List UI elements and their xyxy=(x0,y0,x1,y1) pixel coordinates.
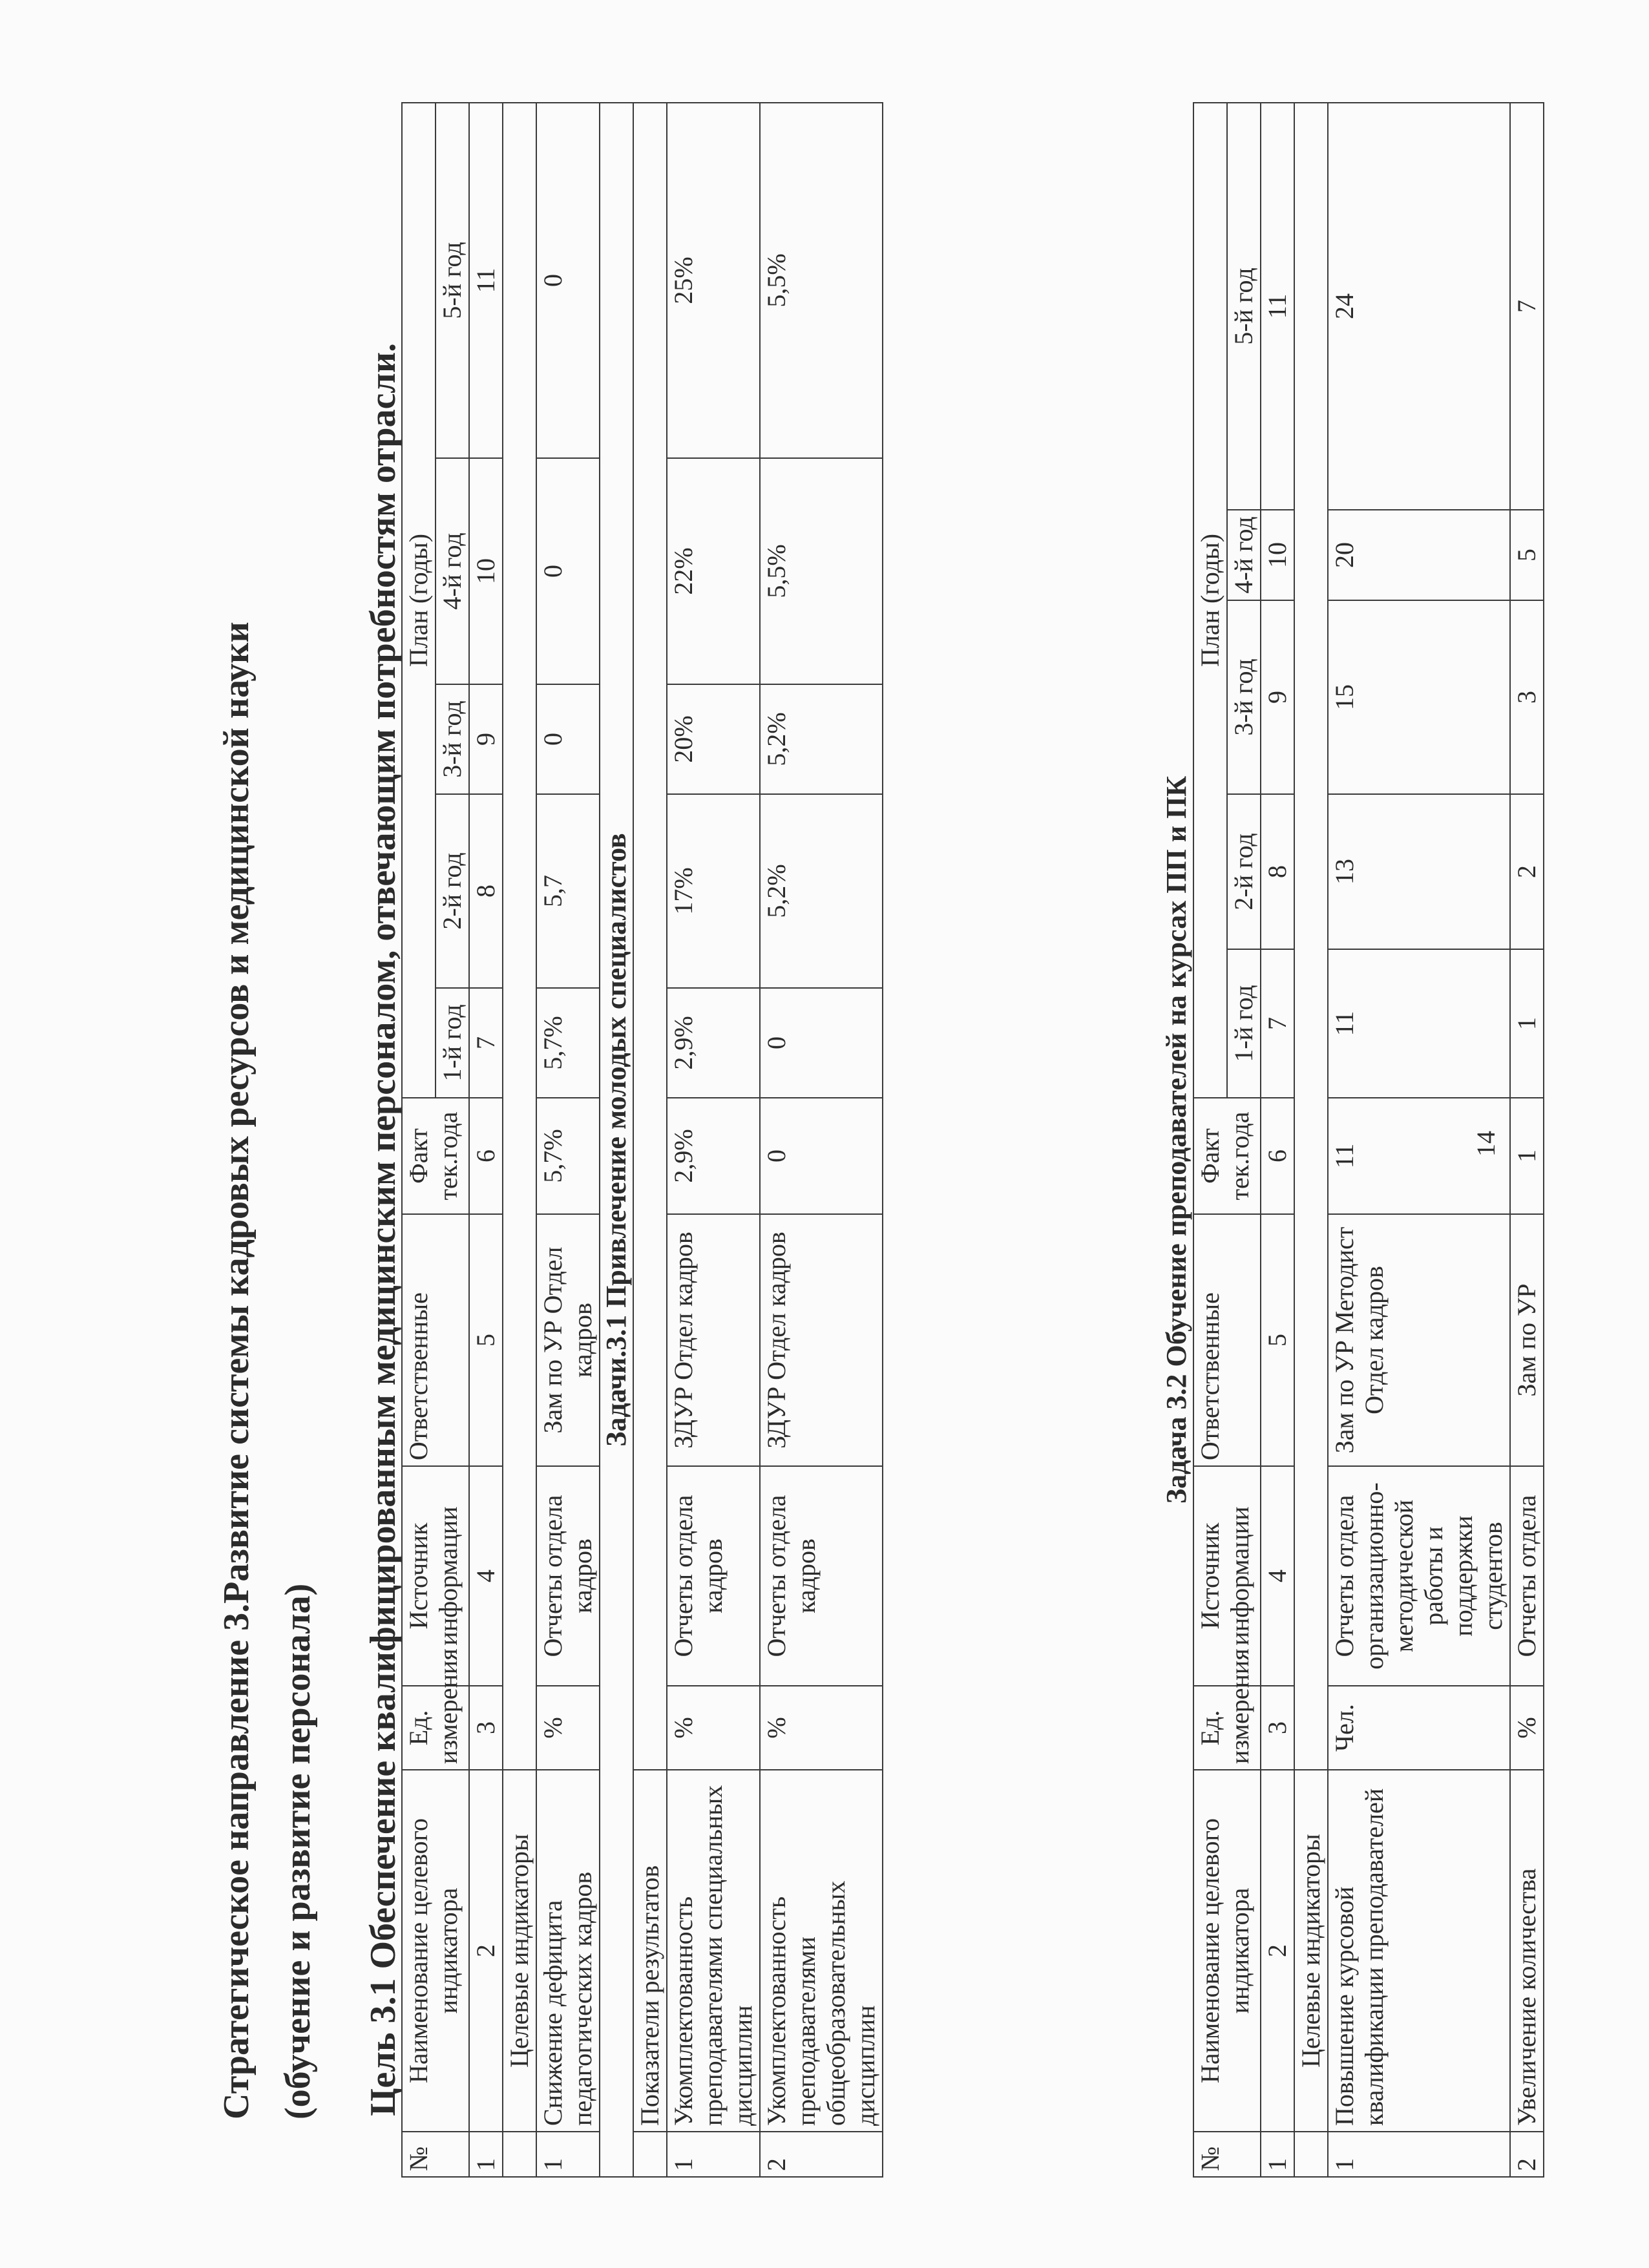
colnum: 9 xyxy=(1261,600,1294,794)
row-y5: 24 xyxy=(1328,103,1510,510)
section-row xyxy=(1294,103,1328,2177)
header-name: Наименование целевого индикатора xyxy=(1193,1770,1261,2132)
row-fact: 0 xyxy=(760,1098,883,1214)
row-name: Снижение дефицита педагогических кадров xyxy=(536,1770,600,2132)
header-year4: 4-й год xyxy=(1227,510,1261,600)
header-year3: 3-й год xyxy=(436,684,469,794)
row-y5: 5,5% xyxy=(760,103,883,458)
colnum: 11 xyxy=(469,103,503,458)
row-y2: 5,7 xyxy=(536,794,600,988)
row-y2: 2 xyxy=(1510,794,1544,949)
row-unit: % xyxy=(1510,1686,1544,1770)
row-name: Укомплектованность преподавателями специальных дисциплин xyxy=(667,1770,760,2132)
row-y3: 5,2% xyxy=(760,684,883,794)
section-targets: Целевые индикаторы xyxy=(1294,1770,1328,2132)
row-responsible: Зам по УР Методист Отдел кадров xyxy=(1328,1214,1510,1466)
colnum: 9 xyxy=(469,684,503,794)
header-unit: Ед. измерения xyxy=(1193,1686,1261,1770)
header-year1: 1-й год xyxy=(436,988,469,1098)
colnum: 10 xyxy=(1261,510,1294,600)
colnum: 3 xyxy=(469,1686,503,1770)
table-row xyxy=(760,103,883,2177)
task-32-heading: Задача 3.2 Обучение преподавателей на курсах ПП и ПК xyxy=(1161,103,1193,2177)
row-y3: 0 xyxy=(536,684,600,794)
header-responsible: Ответственные xyxy=(402,1214,469,1466)
row-num: 1 xyxy=(536,2132,600,2177)
colnum: 4 xyxy=(469,1466,503,1686)
row-y4: 5,5% xyxy=(760,458,883,684)
row-y1: 1 xyxy=(1510,949,1544,1098)
header-year2: 2-й год xyxy=(1227,794,1261,949)
table-row xyxy=(536,103,600,2177)
page-number: 14 xyxy=(1471,1131,1500,1157)
colnum: 2 xyxy=(469,1770,503,2132)
row-name: Укомплектованность преподавателями общеобразовательных дисциплин xyxy=(760,1770,883,2132)
task-row xyxy=(600,103,633,2177)
column-number-row xyxy=(469,103,503,2177)
row-fact: 5,7% xyxy=(536,1098,600,1214)
row-y4: 0 xyxy=(536,458,600,684)
row-num: 2 xyxy=(760,2132,883,2177)
row-source: Отчеты отдела кадров xyxy=(760,1466,883,1686)
header-plan: План (годы) xyxy=(1193,103,1227,1098)
header-year2: 2-й год xyxy=(436,794,469,988)
colnum: 6 xyxy=(1261,1098,1294,1214)
row-fact: 1 xyxy=(1510,1098,1544,1214)
row-num: 2 xyxy=(1510,2132,1544,2177)
header-plan: План (годы) xyxy=(402,103,436,1098)
row-y4: 5 xyxy=(1510,510,1544,600)
header-num: № xyxy=(402,2132,469,2177)
row-unit: % xyxy=(536,1686,600,1770)
row-name: Повышение курсовой квалификации преподавателей xyxy=(1328,1770,1510,2132)
row-y3: 3 xyxy=(1510,600,1544,794)
row-responsible: Зам по УР xyxy=(1510,1214,1544,1466)
strategic-direction-title: Стратегическое направление 3.Развитие системы кадровых ресурсов и медицинской науки xyxy=(216,622,257,2119)
row-unit: % xyxy=(667,1686,760,1770)
strategic-direction-subtitle: (обучение и развитие персонала) xyxy=(278,1583,318,2119)
row-y2: 5,2% xyxy=(760,794,883,988)
header-year1: 1-й год xyxy=(1227,949,1261,1098)
row-responsible: ЗДУР Отдел кадров xyxy=(760,1214,883,1466)
task-row xyxy=(1161,103,1193,2177)
row-y1: 11 xyxy=(1328,949,1510,1098)
row-unit: Чел. xyxy=(1328,1686,1510,1770)
row-y5: 0 xyxy=(536,103,600,458)
header-fact: Факт тек.года xyxy=(1193,1098,1261,1214)
colnum: 3 xyxy=(1261,1686,1294,1770)
row-source: Отчеты отдела кадров xyxy=(667,1466,760,1686)
colnum: 4 xyxy=(1261,1466,1294,1686)
colnum: 6 xyxy=(469,1098,503,1214)
header-responsible: Ответственные xyxy=(1193,1214,1261,1466)
header-num: № xyxy=(1193,2132,1261,2177)
row-y1: 0 xyxy=(760,988,883,1098)
row-y2: 13 xyxy=(1328,794,1510,949)
row-num: 1 xyxy=(1328,2132,1510,2177)
header-unit: Ед. измерения xyxy=(402,1686,469,1770)
colnum: 2 xyxy=(1261,1770,1294,2132)
column-number-row xyxy=(1261,103,1294,2177)
row-fact: 2,9% xyxy=(667,1098,760,1214)
row-unit: % xyxy=(760,1686,883,1770)
row-num: 1 xyxy=(667,2132,760,2177)
row-name: Увеличение количества xyxy=(1510,1770,1544,2132)
row-source: Отчеты отдела кадров xyxy=(536,1466,600,1686)
row-responsible: ЗДУР Отдел кадров xyxy=(667,1214,760,1466)
header-fact: Факт тек.года xyxy=(402,1098,469,1214)
colnum: 8 xyxy=(1261,794,1294,949)
colnum: 11 xyxy=(1261,103,1294,510)
row-source: Отчеты отдела организационно-методической работы и поддержки студентов xyxy=(1328,1466,1510,1686)
colnum: 1 xyxy=(469,2132,503,2177)
colnum: 10 xyxy=(469,458,503,684)
table-header-row xyxy=(402,103,436,2177)
goal-indicators-table xyxy=(401,102,883,2178)
row-y4: 22% xyxy=(667,458,760,684)
section-row xyxy=(503,103,536,2177)
row-source: Отчеты отдела xyxy=(1510,1466,1544,1686)
colnum: 7 xyxy=(1261,949,1294,1098)
header-year5: 5-й год xyxy=(1227,103,1261,510)
row-y4: 20 xyxy=(1328,510,1510,600)
row-responsible: Зам по УР Отдел кадров xyxy=(536,1214,600,1466)
colnum: 5 xyxy=(1261,1214,1294,1466)
row-y3: 15 xyxy=(1328,600,1510,794)
goal-heading: Цель 3.1 Обеспечение квалифицированным медицинским персоналом, отвечающим потребностям отрасли. xyxy=(363,342,403,2116)
row-y1: 5,7% xyxy=(536,988,600,1098)
header-source: Источник информации xyxy=(1193,1466,1261,1686)
table-row xyxy=(667,103,760,2177)
header-year4: 4-й год xyxy=(436,458,469,684)
header-name: Наименование целевого индикатора xyxy=(402,1770,469,2132)
table-row xyxy=(1510,103,1544,2177)
header-year3: 3-й год xyxy=(1227,600,1261,794)
rotated-document xyxy=(114,45,1541,2223)
section-targets: Целевые индикаторы xyxy=(503,1770,536,2132)
row-fact: 11 xyxy=(1328,1098,1510,1214)
row-y5: 7 xyxy=(1510,103,1544,510)
row-y3: 20% xyxy=(667,684,760,794)
section-results: Показатели результатов xyxy=(633,1770,667,2132)
colnum: 8 xyxy=(469,794,503,988)
header-source: Источник информации xyxy=(402,1466,469,1686)
task-31-heading: Задачи.3.1 Привлечение молодых специалистов xyxy=(600,103,633,2177)
table-header-row xyxy=(1193,103,1227,2177)
colnum: 7 xyxy=(469,988,503,1098)
row-y5: 25% xyxy=(667,103,760,458)
colnum: 1 xyxy=(1261,2132,1294,2177)
row-y2: 17% xyxy=(667,794,760,988)
section-row xyxy=(633,103,667,2177)
row-y1: 2,9% xyxy=(667,988,760,1098)
header-year5: 5-й год xyxy=(436,103,469,458)
colnum: 5 xyxy=(469,1214,503,1466)
